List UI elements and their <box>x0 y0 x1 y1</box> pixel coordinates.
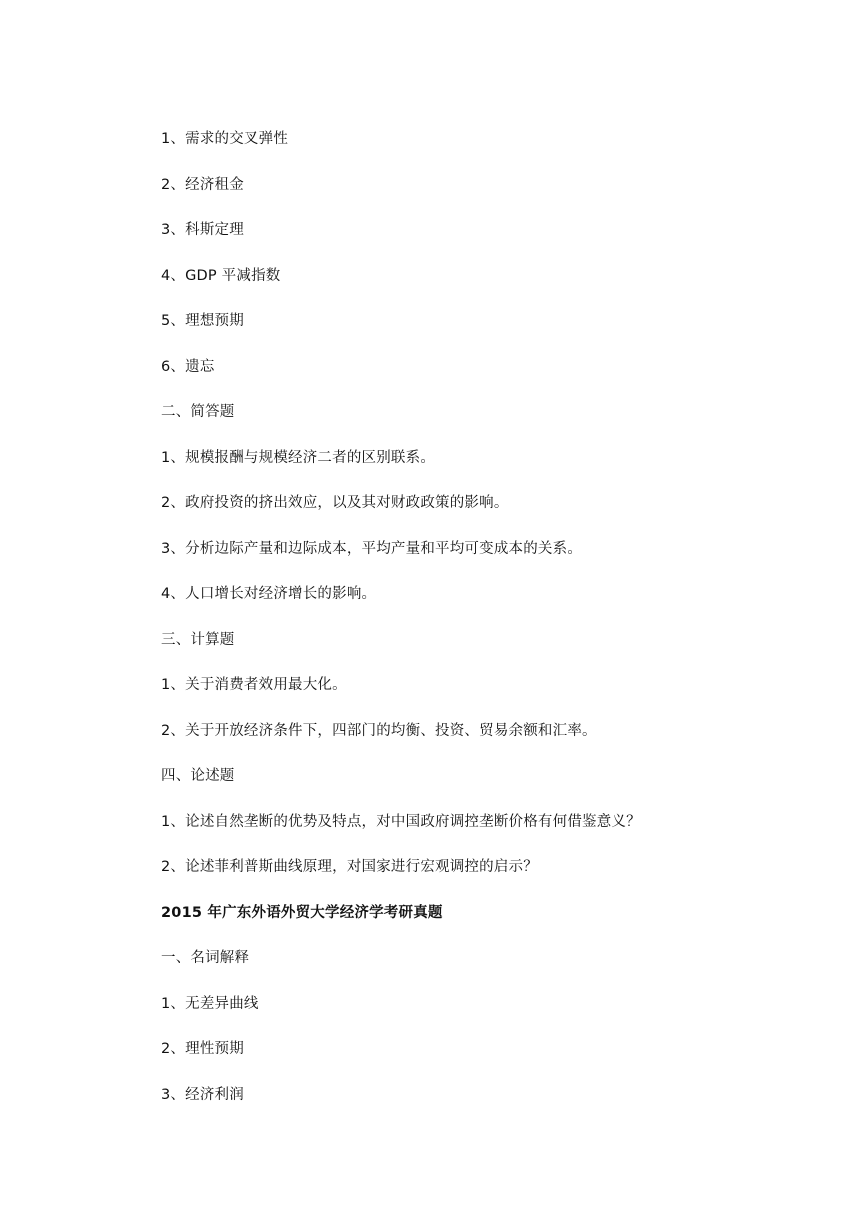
term-economic-profit: 3、经济利润 <box>161 1087 244 1103</box>
question-open-economy: 2、关于开放经济条件下，四部门的均衡、投资、贸易余额和汇率。 <box>161 723 597 739</box>
section-heading-short-answer: 二、简答题 <box>161 404 235 420</box>
section-heading-calculation: 三、计算题 <box>161 632 235 648</box>
term-cross-elasticity: 1、需求的交叉弹性 <box>161 131 289 147</box>
question-utility-maximization: 1、关于消费者效用最大化。 <box>161 677 347 693</box>
term-ideal-expectation: 5、理想预期 <box>161 313 244 329</box>
question-natural-monopoly: 1、论述自然垄断的优势及特点，对中国政府调控垄断价格有何借鉴意义？ <box>161 814 641 830</box>
term-rational-expectation: 2、理性预期 <box>161 1041 244 1057</box>
term-economic-rent: 2、经济租金 <box>161 177 244 193</box>
exam-title-2015: 2015 年广东外语外贸大学经济学考研真题 <box>161 905 443 921</box>
term-forgetting: 6、遗忘 <box>161 359 215 375</box>
section-heading-essay: 四、论述题 <box>161 768 235 784</box>
question-returns-to-scale: 1、规模报酬与规模经济二者的区别联系。 <box>161 450 436 466</box>
section-heading-terms: 一、名词解释 <box>161 950 250 966</box>
term-coase-theorem: 3、科斯定理 <box>161 222 244 238</box>
term-indifference-curve: 1、无差异曲线 <box>161 996 259 1012</box>
question-population-growth: 4、人口增长对经济增长的影响。 <box>161 586 377 602</box>
term-gdp-deflator: 4、GDP 平减指数 <box>161 268 281 284</box>
question-crowding-out: 2、政府投资的挤出效应，以及其对财政政策的影响。 <box>161 495 509 511</box>
question-phillips-curve: 2、论述菲利普斯曲线原理，对国家进行宏观调控的启示？ <box>161 859 538 875</box>
question-marginal-product-cost: 3、分析边际产量和边际成本，平均产量和平均可变成本的关系。 <box>161 541 583 557</box>
